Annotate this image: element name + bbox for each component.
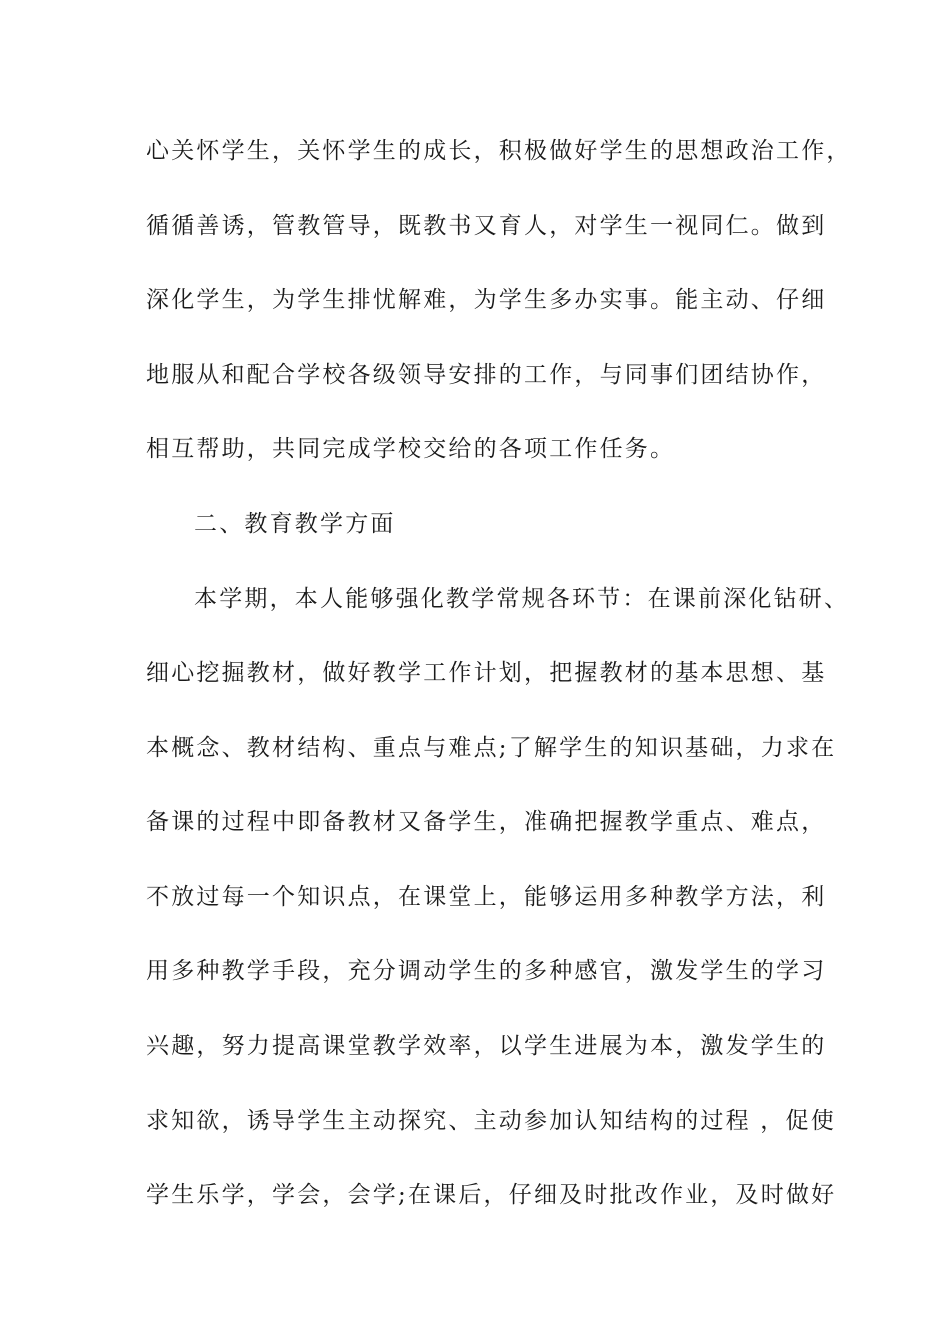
paragraph-line: 兴趣，努力提高课堂教学效率，以学生进展为本，激发学生的: [146, 1033, 827, 1059]
paragraph-line: 心关怀学生，关怀学生的成长，积极做好学生的思想政治工作，: [146, 138, 852, 164]
paragraph-line: 循循善诱，管教管导，既教书又育人，对学生一视同仁。做到: [146, 213, 827, 239]
paragraph-line: 用多种教学手段，充分调动学生的多种感官，激发学生的学习: [146, 958, 827, 984]
paragraph-line: 地服从和配合学校各级领导安排的工作，与同事们团结协作，: [146, 362, 827, 388]
paragraph-line: 相互帮助，共同完成学校交给的各项工作任务。: [146, 436, 676, 462]
paragraph-line: 本概念、教材结构、重点与难点;了解学生的知识基础，力求在: [146, 735, 837, 761]
paragraph-line: 不放过每一个知识点，在课堂上，能够运用多种教学方法，利: [146, 884, 827, 910]
paragraph-line: 求知欲，诱导学生主动探究、主动参加认知结构的过程 ，促使: [146, 1108, 836, 1134]
paragraph-line: 细心挖掘教材，做好教学工作计划，把握教材的基本思想、基: [146, 660, 827, 686]
paragraph-line: 学生乐学，学会，会学;在课后，仔细及时批改作业，及时做好: [146, 1182, 837, 1208]
paragraph-line: 深化学生，为学生排忧解难，为学生多办实事。能主动、仔细: [146, 287, 827, 313]
paragraph-line: 备课的过程中即备教材又备学生，准确把握教学重点、难点，: [146, 809, 827, 835]
paragraph-line: 本学期，本人能够强化教学常规各环节：在课前深化钻研、: [194, 586, 850, 612]
section-heading: 二、教育教学方面: [194, 511, 396, 537]
